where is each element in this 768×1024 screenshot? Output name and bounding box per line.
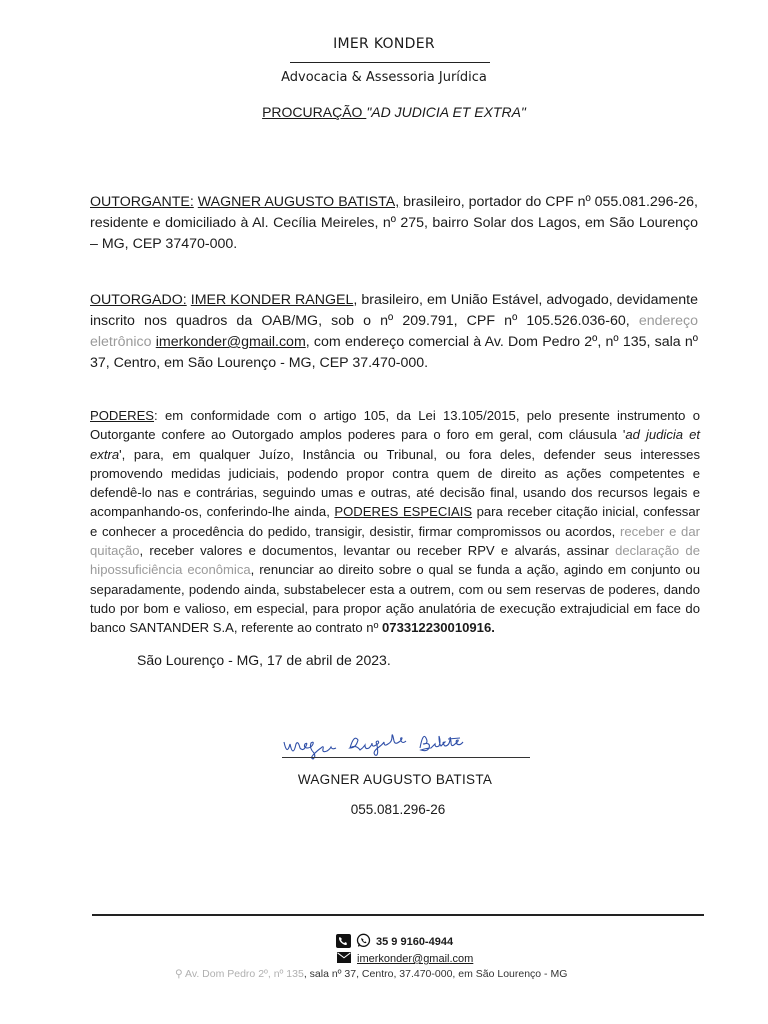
poderes-text-5: , renunciar ao direito sobre o qual se funda a ação, agindo em conjunto ou separadamente, podendo ainda, substabelecer esta a outrem, com ou sem reservas de poderes, dando tudo por bom e valioso, em especial, para propor ação anulatória de execução extrajudicial em face do banco SANTANDER S.A, referente ao contrato nº [90,562,700,636]
poderes-text-2: ', para, em qualquer Juízo, Instância ou Tribunal, ou fora deles, defender seus interesses promovendo medidas judiciais, podendo propor contra quem de direito as ações competentes e defendê-lo nas e contrárias, seguindo umas e outras, até decisão final, usando dos recursos legais e acompanhando-os, conferindo-lhe ainda, [90,446,700,520]
footer-email-text: imerkonder@gmail.com [357,953,474,965]
footer-phone [336,934,453,950]
outorgado-text-faded: endereço eletrônico [90,313,698,350]
footer-email [337,951,473,967]
footer-address-text: , sala nº 37, Centro, 37.470-000, em São Lourenço - MG [303,968,568,980]
outorgado-paragraph [90,290,698,374]
header-divider [290,62,490,63]
poderes-italic: ad judicia et extra [90,427,700,462]
poderes-paragraph [90,406,700,638]
outorgante-label: OUTORGANTE: [90,194,194,210]
mail-icon [337,952,351,966]
title-italic: "AD JUDICIA ET EXTRA" [366,104,526,120]
poderes-label: PODERES [90,408,155,423]
signer-name: WAGNER AUGUSTO BATISTA [297,772,493,787]
phone-icon [336,934,351,951]
poderes-faded-2: declaração de hipossuficiência econômica [90,543,700,578]
document-title [0,104,768,120]
outorgado-text-2: , com endereço comercial à Av. Dom Pedro 2º, nº 135, sala nº 37, Centro, em São Lourenço - MG, CEP 37.470-000. [90,334,698,371]
outorgado-email: imerkonder@gmail.com [155,334,306,350]
poderes-text-3: para receber citação inicial, confessar e conhecer a procedência do pedido, transigir, desistir, firmar compromissos ou acordos, [90,504,700,539]
outorgado-label: OUTORGADO: [90,292,187,308]
outorgante-paragraph [90,192,698,255]
footer-phone-number: 35 9 9160-4944 [376,936,454,948]
poderes-faded-1: receber e dar quitação [90,523,700,559]
outorgante-text: brasileiro, portador do CPF nº 055.081.296-26, residente e domiciliado à Al. Cecília Meireles, nº 275, bairro Solar dos Lagos, em São Lourenço – MG, CEP 37470-000. [90,194,699,252]
poderes-text-4: , receber valores e documentos, levantar ou receber RPV e alvarás, assinar [139,543,616,559]
contract-number: 073312230010916. [382,620,495,636]
firm-name: IMER KONDER [333,36,435,52]
poderes-text-1: : em conformidade com o artigo 105, da Lei 13.105/2015, pelo presente instrumento o Outorgante confere ao Outorgado amplos poderes para o foro em geral, com cláusula ' [90,408,700,443]
outorgado-name: IMER KONDER RANGEL [190,292,354,308]
whatsapp-icon [356,933,371,951]
outorgado-text-1: , brasileiro, em União Estável, advogado, devidamente inscrito nos quadros da OAB/MG, sob o nº 209.791, CPF nº 105.526.036-60, [90,292,698,329]
outorgante-name: WAGNER AUGUSTO BATISTA, [197,194,400,210]
place-date: São Lourenço - MG, 17 de abril de 2023. [137,652,391,668]
footer-divider [92,914,704,916]
signer-cpf: 055.081.296-26 [350,802,446,817]
footer-address [175,968,567,980]
title-prefix: PROCURAÇÃO [262,104,367,120]
firm-subtitle: Advocacia & Assessoria Jurídica [281,70,487,85]
signature-line [282,757,530,758]
location-icon: ⚲ [175,968,183,980]
footer-address-faded: Av. Dom Pedro 2º, nº 135 [185,968,304,980]
poderes-especiais: PODERES ESPECIAIS [334,504,473,520]
